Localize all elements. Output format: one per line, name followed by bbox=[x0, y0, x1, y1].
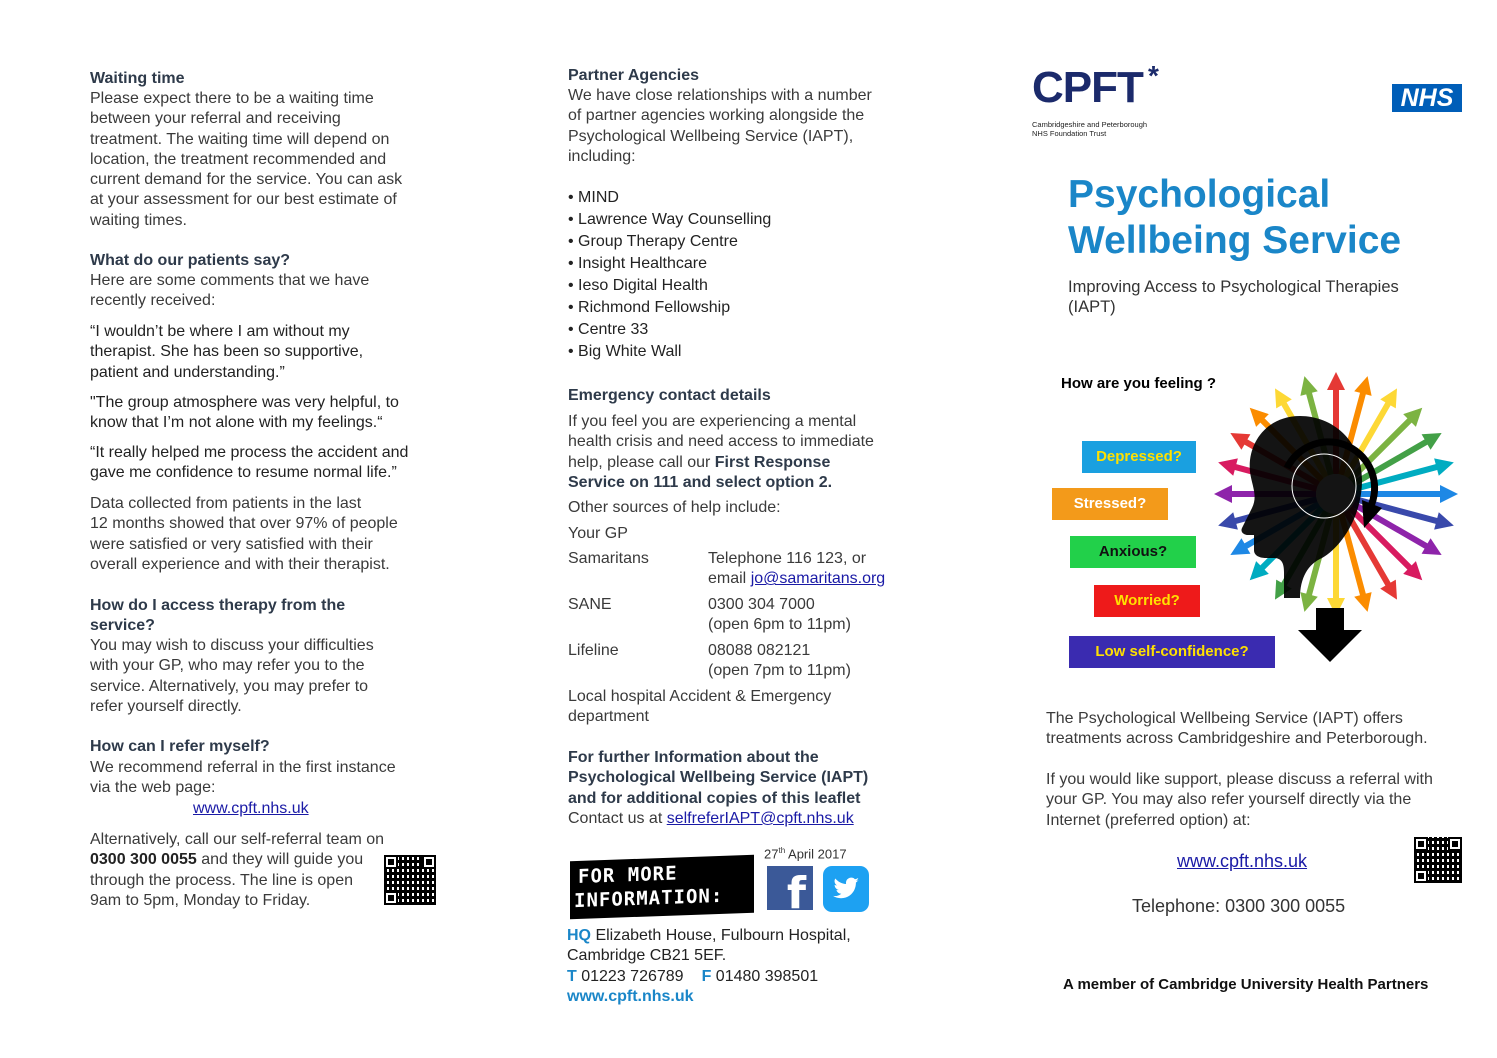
feeling-box: Low self-confidence? bbox=[1069, 636, 1275, 668]
contact-name-sane: SANE bbox=[568, 596, 612, 613]
refer-heading: How can I refer myself? bbox=[90, 738, 270, 755]
waiting-text: Please expect there to be a waiting time between your referral and receiving treatment. The waiting time will depend on location, the treatment recommended and current demand for the service. You can ask at your assessment for our best estimate of waiting times. bbox=[90, 90, 403, 229]
feeling-box: Worried? bbox=[1094, 585, 1200, 617]
nhs-logo: NHS bbox=[1392, 84, 1462, 112]
partners-list bbox=[568, 187, 771, 363]
call-text: Alternatively, call our self-referral team on 0300 300 0055 and they will guide you through the process. The line is open 9am to 5pm, Monday to Friday. bbox=[90, 831, 385, 909]
patient-quote-3: “It really helped me process the accident and gave me confidence to resume normal life.” bbox=[90, 444, 409, 482]
leaflet-date: 27th April 2017 bbox=[764, 846, 847, 862]
access-heading: How do I access therapy from the service? bbox=[90, 597, 346, 635]
further-info-heading: For further Information about the Psychological Wellbeing Service (IAPT) and for additional copies of this leaflet bbox=[568, 749, 869, 807]
refer-text: We recommend referral in the first instance via the web page: bbox=[90, 759, 396, 797]
list-item: • Lawrence Way Counselling bbox=[568, 211, 772, 228]
contact-us: Contact us at selfreferIAPT@cpft.nhs.uk bbox=[568, 810, 854, 827]
more-info-banner: FOR MORE INFORMATION: bbox=[570, 855, 754, 919]
patients-text: Here are some comments that we have recently received: bbox=[90, 272, 370, 310]
patient-quote-2: "The group atmosphere was very helpful, to know that I’m not alone with my feelings.“ bbox=[90, 394, 399, 432]
hq-web-link[interactable]: www.cpft.nhs.uk bbox=[567, 987, 694, 1005]
member-text: A member of Cambridge University Health Partners bbox=[1063, 976, 1429, 993]
emergency-text: If you feel you are experiencing a mental health crisis and need access to immediate help, please call our First Response Service on 111 and select option 2. bbox=[568, 413, 874, 491]
feeling-question: How are you feeling ? bbox=[1061, 375, 1217, 392]
your-gp: Your GP bbox=[568, 525, 628, 542]
data-text: Data collected from patients in the last 12 months showed that over 97% of people were satisfied or very satisfied with their overall experience and with their therapist. bbox=[90, 495, 398, 573]
patients-heading: What do our patients say? bbox=[90, 252, 291, 269]
qr-code-icon bbox=[1414, 837, 1462, 883]
partners-text: We have close relationships with a number of partner agencies working alongside the Psychological Wellbeing Service (IAPT), including: bbox=[568, 87, 872, 165]
self-referral-phone: 0300 300 0055 bbox=[90, 851, 197, 869]
cpft-logo: CPFT * Cambridgeshire and Peterborough NHS Foundation Trust bbox=[1032, 60, 1159, 138]
hospital-text: Local hospital Accident & Emergency department bbox=[568, 688, 832, 726]
access-text: You may wish to discuss your difficulties with your GP, who may refer you to the service. Alternatively, you may prefer to refer yourself directly. bbox=[90, 637, 374, 715]
page-subtitle: Improving Access to Psychological Therapies (IAPT) bbox=[1068, 278, 1399, 317]
facebook-icon[interactable]: f bbox=[767, 866, 813, 910]
list-item: • Centre 33 bbox=[568, 321, 649, 338]
contact-details-samaritans: Telephone 116 123, or email jo@samaritans.org bbox=[708, 550, 886, 588]
other-sources: Other sources of help include: bbox=[568, 499, 781, 516]
contact-email-link[interactable]: selfreferIAPT@cpft.nhs.uk bbox=[666, 810, 854, 827]
list-item: • Ieso Digital Health bbox=[568, 277, 708, 294]
patient-quote-1: “I wouldn’t be where I am without my therapist. She has been so supportive, patient and understanding.” bbox=[90, 323, 364, 381]
refer-web-link[interactable]: www.cpft.nhs.uk bbox=[193, 800, 309, 817]
emergency-heading: Emergency contact details bbox=[568, 387, 771, 404]
waiting-heading: Waiting time bbox=[90, 70, 185, 87]
list-item: • Insight Healthcare bbox=[568, 255, 708, 272]
page-title: Psychological Wellbeing Service bbox=[1068, 173, 1402, 262]
offers-text: The Psychological Wellbeing Service (IAPT) offers treatments across Cambridgeshire and Peterborough. bbox=[1046, 710, 1428, 748]
list-item: • MIND bbox=[568, 189, 619, 206]
list-item: • Big White Wall bbox=[568, 343, 682, 360]
cpft-web-link[interactable]: www.cpft.nhs.uk bbox=[1177, 851, 1308, 871]
head-rainbow-icon bbox=[1212, 368, 1470, 664]
feeling-box: Anxious? bbox=[1070, 536, 1196, 568]
star-icon: * bbox=[1148, 60, 1159, 91]
contact-details-lifeline: 08088 082121 (open 7pm to 11pm) bbox=[708, 642, 851, 680]
list-item: • Richmond Fellowship bbox=[568, 299, 731, 316]
twitter-icon[interactable] bbox=[823, 866, 869, 912]
feeling-box: Stressed? bbox=[1052, 488, 1168, 520]
contact-details-sane: 0300 304 7000 (open 6pm to 11pm) bbox=[708, 596, 851, 634]
list-item: • Group Therapy Centre bbox=[568, 233, 738, 250]
contact-name-lifeline: Lifeline bbox=[568, 642, 619, 659]
hq-address: HQ Elizabeth House, Fulbourn Hospital, Cambridge CB21 5EF. T 01223 726789 F 01480 398501 www.cpft.nhs.uk bbox=[567, 927, 851, 1005]
feeling-box: Depressed? bbox=[1082, 441, 1196, 473]
contact-name-samaritans: Samaritans bbox=[568, 550, 649, 567]
samaritans-email-link[interactable]: jo@samaritans.org bbox=[750, 570, 886, 588]
partners-heading: Partner Agencies bbox=[568, 67, 700, 84]
qr-code-icon bbox=[384, 855, 436, 905]
telephone: Telephone: 0300 300 0055 bbox=[1132, 896, 1346, 916]
support-text: If you would like support, please discuss a referral with your GP. You may also refer yourself directly via the Internet (preferred option) at: bbox=[1046, 771, 1433, 829]
